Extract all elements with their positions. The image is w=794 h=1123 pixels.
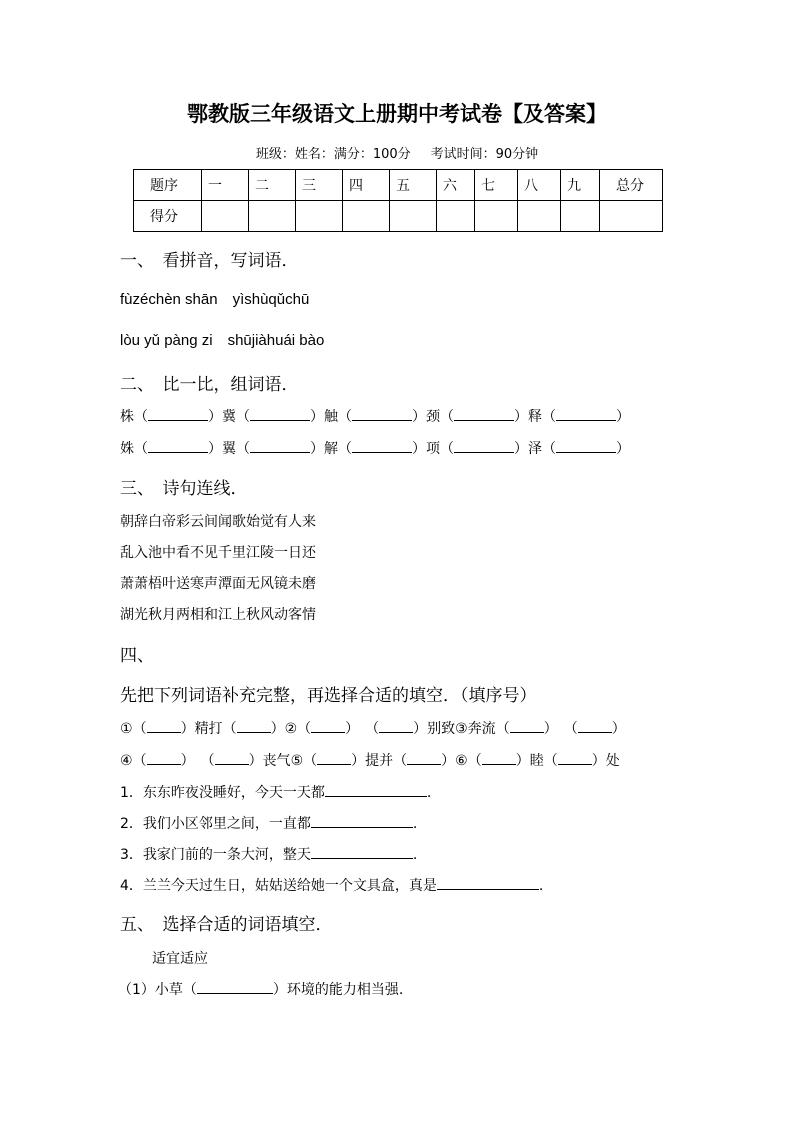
idiom-part: 睦	[529, 753, 544, 769]
answer-blank[interactable]	[454, 408, 514, 421]
score-row-label: 得分	[134, 201, 202, 232]
answer-blank[interactable]	[148, 408, 208, 421]
answer-blank[interactable]	[556, 408, 616, 421]
exam-time: 考试时间：90分钟	[430, 147, 539, 162]
char: 泽	[528, 441, 542, 457]
score-header-cell: 一	[202, 170, 249, 201]
item-number: ①	[120, 721, 133, 737]
question-text: 3．我家门前的一条大河，整天	[120, 847, 311, 863]
score-header-cell: 六	[437, 170, 475, 201]
answer-blank[interactable]	[237, 720, 271, 733]
answer-blank[interactable]	[437, 877, 539, 890]
answer-blank[interactable]	[558, 752, 592, 765]
score-table	[133, 169, 663, 232]
char: 解	[324, 441, 338, 457]
char: 株	[120, 409, 134, 425]
score-cell[interactable]	[390, 201, 437, 232]
answer-blank[interactable]	[148, 440, 208, 453]
char: 触	[324, 409, 338, 425]
idiom-part: 丧气	[262, 753, 291, 769]
score-header-cell: 总分	[600, 170, 663, 201]
idiom-row-1: ①（ ）精打（ ）②（ ） （ ）别致③奔流（ ） （ ）	[120, 721, 626, 737]
answer-blank[interactable]	[379, 720, 413, 733]
answer-blank[interactable]	[325, 784, 427, 797]
answer-blank[interactable]	[578, 720, 612, 733]
idiom-part: 提并	[365, 753, 394, 769]
fill-question-2	[120, 813, 417, 833]
item-number: ④	[120, 753, 133, 769]
score-cell[interactable]	[437, 201, 475, 232]
section-5-title: 五、 选择合适的词语填空．	[120, 915, 333, 935]
question-text: （1）小草（	[118, 982, 197, 998]
poem-line: 朝辞白帝彩云间闻歌始觉有人来	[120, 514, 316, 530]
answer-blank[interactable]	[147, 752, 181, 765]
section-4-title: 四、	[120, 646, 154, 666]
score-cell[interactable]	[475, 201, 518, 232]
answer-blank[interactable]	[317, 752, 351, 765]
score-cell[interactable]	[561, 201, 600, 232]
answer-blank[interactable]	[482, 752, 516, 765]
score-header-cell: 四	[343, 170, 390, 201]
score-header-row	[134, 170, 663, 201]
item-number: ⑥	[455, 753, 468, 769]
idiom-part: 奔流	[467, 721, 496, 737]
idiom-part: 精打	[194, 721, 223, 737]
pinyin-line-2: lòu yǔ pàng zi shūjiàhuái bào	[120, 332, 325, 349]
char: 翼	[222, 441, 236, 457]
page-title: 鄂教版三年级语文上册期中考试卷【及答案】	[187, 101, 607, 126]
answer-blank[interactable]	[311, 720, 345, 733]
poem-line: 湖光秋月两相和江上秋风动客情	[120, 607, 316, 623]
compare-row-1: 株（ ）冀（ ）触（ ）颈（ ）释（ ）	[120, 409, 630, 425]
answer-blank[interactable]	[311, 815, 413, 828]
score-header-cell: 五	[390, 170, 437, 201]
answer-blank[interactable]	[250, 408, 310, 421]
char: 项	[426, 441, 440, 457]
score-header-cell: 二	[249, 170, 296, 201]
question-text: 1．东东昨夜没睡好，今天一天都	[120, 785, 325, 801]
score-header-cell: 九	[561, 170, 600, 201]
answer-blank[interactable]	[147, 720, 181, 733]
answer-blank[interactable]	[510, 720, 544, 733]
poem-line: 萧萧梧叶送寒声潭面无风镜未磨	[120, 576, 316, 592]
char: 冀	[222, 409, 236, 425]
section-1-title: 一、 看拼音，写词语．	[120, 251, 299, 271]
fill-question-3	[120, 844, 417, 864]
answer-blank[interactable]	[454, 440, 514, 453]
word-options: 适宜适应	[152, 951, 208, 967]
answer-blank[interactable]	[352, 408, 412, 421]
item-number: ③	[455, 721, 468, 737]
fill-question-4	[120, 875, 543, 895]
period: .	[412, 847, 418, 863]
fill-question-5-1	[118, 979, 403, 999]
score-cell[interactable]	[296, 201, 343, 232]
answer-blank[interactable]	[407, 752, 441, 765]
idiom-part: 别致	[427, 721, 456, 737]
item-number: ②	[284, 721, 298, 737]
score-value-row	[134, 201, 663, 232]
score-header-cell: 七	[475, 170, 518, 201]
period: .	[412, 816, 418, 832]
exam-info	[0, 143, 794, 162]
pinyin-line-1: fùzéchèn shān yìshùqǔchū	[120, 291, 310, 308]
poem-line: 乱入池中看不见千里江陵一日还	[120, 545, 316, 561]
score-cell[interactable]	[202, 201, 249, 232]
item-number: ⑤	[290, 753, 304, 769]
fill-question-1	[120, 782, 431, 802]
score-cell[interactable]	[343, 201, 390, 232]
question-text: 2．我们小区邻里之间，一直都	[120, 816, 311, 832]
question-text: 4．兰兰今天过生日，姑姑送给她一个文具盒，真是	[120, 878, 437, 894]
score-cell[interactable]	[518, 201, 561, 232]
period: .	[538, 878, 544, 894]
section-2-title: 二、 比一比，组词语．	[120, 375, 299, 395]
answer-blank[interactable]	[197, 981, 273, 994]
score-cell[interactable]	[600, 201, 663, 232]
section-3-title: 三、 诗句连线．	[120, 479, 248, 499]
question-text: ）环境的能力相当强.	[272, 982, 404, 998]
score-header-cell: 八	[518, 170, 561, 201]
answer-blank[interactable]	[250, 440, 310, 453]
char: 颈	[426, 409, 440, 425]
score-cell[interactable]	[249, 201, 296, 232]
period: .	[426, 785, 432, 801]
answer-blank[interactable]	[215, 752, 249, 765]
idiom-part: 处	[605, 753, 620, 769]
answer-blank[interactable]	[556, 440, 616, 453]
char: 姝	[120, 441, 134, 457]
section-4-intro: 先把下列词语补充完整，再选择合适的填空．（填序号）	[120, 686, 537, 706]
idiom-row-2: ④（ ） （ ）丧气⑤（ ）提并（ ）⑥（ ）睦（ ）处	[120, 753, 620, 769]
score-header-cell: 三	[296, 170, 343, 201]
class-name-score: 班级：姓名：满分：100分	[255, 147, 411, 162]
compare-row-2: 姝（ ）翼（ ）解（ ）项（ ）泽（ ）	[120, 441, 630, 457]
answer-blank[interactable]	[352, 440, 412, 453]
answer-blank[interactable]	[311, 846, 413, 859]
score-header-cell: 题序	[134, 170, 202, 201]
char: 释	[528, 409, 542, 425]
